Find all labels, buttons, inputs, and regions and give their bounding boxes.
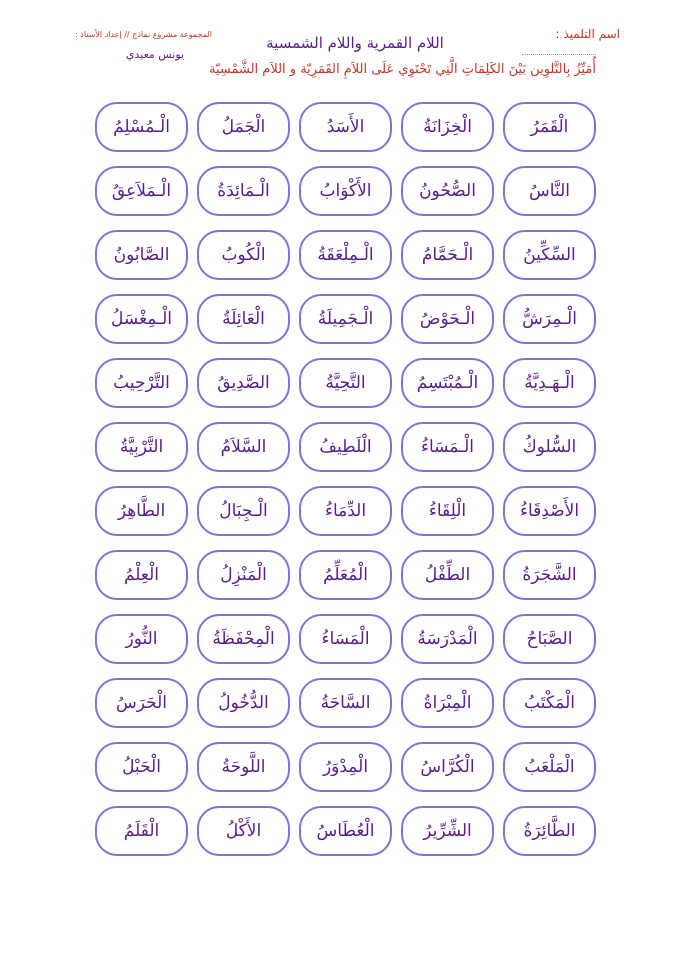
word-label: الْـجَمِيلَةُ (317, 309, 374, 329)
word-pill[interactable] (401, 102, 494, 152)
word-label: النُّورُ (125, 629, 158, 649)
word-label: الْخِزَانَةُ (423, 117, 472, 137)
word-label: الْـمَلاَعِقُ (111, 181, 172, 201)
word-label: الْمِبْرَاةُ (423, 693, 472, 713)
word-pill[interactable] (401, 806, 494, 856)
word-pill[interactable] (299, 422, 392, 472)
word-pill[interactable] (95, 166, 188, 216)
word-pill[interactable] (503, 422, 596, 472)
word-label: السَّاحَةُ (320, 693, 371, 713)
word-pill[interactable] (299, 102, 392, 152)
word-label: السِّكِّينُ (523, 245, 576, 265)
word-label: الشِّرِّيرُ (423, 821, 472, 841)
word-pill[interactable] (197, 102, 290, 152)
word-pill[interactable] (299, 294, 392, 344)
word-pill[interactable] (95, 486, 188, 536)
student-name-label: اسم التلميذ : (555, 27, 620, 41)
word-pill[interactable] (95, 806, 188, 856)
word-pill[interactable] (503, 294, 596, 344)
word-label: الْكُوبُ (221, 245, 266, 265)
word-pill[interactable] (299, 742, 392, 792)
word-label: الْعِلْمُ (123, 565, 160, 585)
word-label: الْـحَوْضُ (419, 309, 476, 329)
word-label: الدِّمَاءُ (324, 501, 367, 521)
word-label: الْـهَـدِيَّةُ (524, 373, 575, 393)
word-label: الْمَلْعَبُ (524, 757, 575, 777)
word-label: الْلَطِيفُ (319, 437, 372, 457)
word-pill[interactable] (401, 422, 494, 472)
word-pill[interactable] (401, 678, 494, 728)
word-pill[interactable] (401, 486, 494, 536)
word-pill[interactable] (401, 294, 494, 344)
word-label: الْـمِغْسَلُ (111, 309, 172, 329)
word-label: الْـمَسَاءُ (420, 437, 475, 457)
word-label: الْـمَائِدَةُ (217, 181, 270, 201)
word-label: الصَّابُونُ (113, 245, 170, 265)
word-label: الْـمُبْتَسِمُ (416, 373, 479, 393)
word-pill[interactable] (299, 486, 392, 536)
word-label: الشَّجَرَةُ (522, 565, 577, 585)
word-pill[interactable] (197, 742, 290, 792)
instruction-text: أُمَيِّزُ بِالتَّلوِين بَيْنَ الكَلِمَاتِ الَّتِي تَحْتَوِي عَلَى اللاَمِ القَمَرِيّة و اللاَم الشَّمْسِيّة (208, 62, 596, 77)
word-pill[interactable] (95, 742, 188, 792)
word-pill[interactable] (401, 614, 494, 664)
word-label: الْمِدْوَرُ (322, 757, 369, 777)
word-label: الْعَائِلَةُ (222, 309, 265, 329)
word-pill[interactable] (95, 422, 188, 472)
word-pill[interactable] (503, 102, 596, 152)
word-label: التَّحِيَّةُ (325, 373, 366, 393)
word-label: الْعُطَاسُ (316, 821, 375, 841)
word-pill[interactable] (197, 550, 290, 600)
word-label: الْمُعَلِّمُ (323, 565, 368, 585)
word-label: الصَّبَاحُ (526, 629, 573, 649)
word-label: الْكُرَّاسُ (420, 757, 475, 777)
word-label: الْمَدْرَسَةُ (417, 629, 478, 649)
word-label: الأَصْدِقَاءُ (519, 501, 580, 521)
word-label: الطَّاهِرُ (117, 501, 166, 521)
word-pill[interactable] (503, 742, 596, 792)
word-label: الْمَسَاءُ (321, 629, 370, 649)
word-label: الطِّفْلُ (424, 565, 471, 585)
word-pill[interactable] (299, 550, 392, 600)
word-pill[interactable] (401, 742, 494, 792)
word-label: الْقَمَرُ (530, 117, 569, 137)
word-pill[interactable] (95, 358, 188, 408)
word-label: الأَكْلُ (225, 821, 262, 841)
word-pill[interactable] (299, 166, 392, 216)
word-label: الْحَرَسُ (116, 693, 168, 713)
word-pill[interactable] (197, 422, 290, 472)
word-label: التَّرْبِيَّةُ (119, 437, 164, 457)
word-pill[interactable] (299, 358, 392, 408)
word-pill[interactable] (401, 230, 494, 280)
word-pill[interactable] (503, 358, 596, 408)
word-label: الْمِحْفَظَةُ (212, 629, 275, 649)
author-name: يونس معيدي (125, 48, 185, 61)
word-label: الْقَلَمُ (123, 821, 160, 841)
word-label: الْـمِرَشُّ (522, 309, 577, 329)
word-pill[interactable] (299, 614, 392, 664)
page-title: اللام القمرية واللام الشمسية (266, 34, 444, 52)
word-pill[interactable] (503, 614, 596, 664)
word-pill[interactable] (95, 102, 188, 152)
word-label: السُّلوكُ (522, 437, 577, 457)
word-pill[interactable] (95, 614, 188, 664)
word-label: اللَّوحَةُ (221, 757, 266, 777)
word-label: الصُّحُونُ (419, 181, 476, 201)
word-pill[interactable] (197, 486, 290, 536)
word-pill[interactable] (503, 230, 596, 280)
word-label: السَّلاَمُ (220, 437, 267, 457)
word-pill[interactable] (503, 486, 596, 536)
word-pill[interactable] (299, 806, 392, 856)
word-label: الْمَنْزِلُ (220, 565, 267, 585)
word-grid (96, 102, 596, 856)
word-label: الأَكْوَابُ (319, 181, 372, 201)
word-label: الْـمِلْعَقَةُ (317, 245, 374, 265)
word-pill[interactable] (299, 230, 392, 280)
word-label: الْـمُسْلِمُ (113, 117, 170, 137)
word-pill[interactable] (503, 166, 596, 216)
word-pill[interactable] (299, 678, 392, 728)
word-label: الدُّخُولُ (218, 693, 269, 713)
word-label: الأَسَدُ (326, 117, 365, 137)
word-pill[interactable] (197, 230, 290, 280)
word-label: الْـجِبَالُ (219, 501, 268, 521)
word-pill[interactable] (503, 550, 596, 600)
word-pill[interactable] (401, 358, 494, 408)
word-pill[interactable] (95, 230, 188, 280)
word-label: الْمَكْتَبُ (524, 693, 575, 713)
word-pill[interactable] (95, 294, 188, 344)
word-pill[interactable] (197, 614, 290, 664)
word-pill[interactable] (197, 806, 290, 856)
word-pill[interactable] (401, 166, 494, 216)
word-pill[interactable] (503, 678, 596, 728)
word-label: الْحَبْلُ (122, 757, 161, 777)
word-label: الْلِقَاءُ (428, 501, 467, 521)
word-pill[interactable] (197, 678, 290, 728)
word-pill[interactable] (503, 806, 596, 856)
word-pill[interactable] (197, 358, 290, 408)
word-pill[interactable] (197, 294, 290, 344)
word-label: الْـحَمَّامُ (421, 245, 474, 265)
word-pill[interactable] (197, 166, 290, 216)
project-credit: المجموعة مشروع نماذج // إعداد الأستاذ : (75, 30, 212, 39)
student-name-line (522, 54, 596, 55)
word-label: الْجَمَلُ (221, 117, 266, 137)
word-label: الطَّائِرَةُ (523, 821, 576, 841)
word-pill[interactable] (401, 550, 494, 600)
word-pill[interactable] (95, 678, 188, 728)
word-label: التَّرْحِيبُ (113, 373, 170, 393)
word-label: النَّاسُ (529, 181, 570, 201)
word-label: الصَّدِيقُ (217, 373, 270, 393)
word-pill[interactable] (95, 550, 188, 600)
